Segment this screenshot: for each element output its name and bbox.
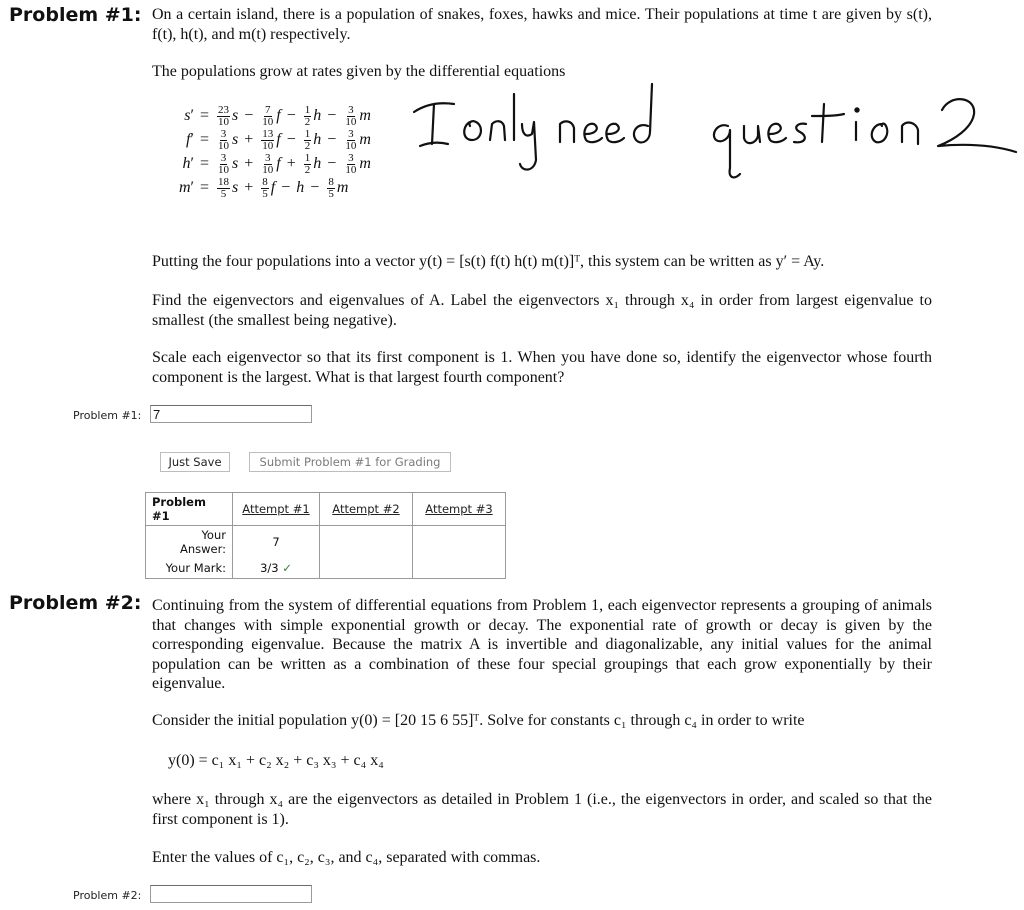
attempt-1-mark-value: 3/3 <box>260 561 279 575</box>
equation-h: h′ = $\frac{3}{10}$ s + $\frac{3}{10}$ f + $\frac{1}{2}$ h − $\frac{3}{10}$ m <box>182 151 371 176</box>
attempt-1-answer: 7 <box>233 526 320 559</box>
problem-1-answer-label: Problem #1: <box>73 409 142 422</box>
table-header-row <box>146 493 506 526</box>
handwritten-note-drawing <box>410 82 1022 192</box>
problem-2-intro: Continuing from the system of differential equations from Problem 1, each eigenvector represents a grouping of animals that changes with simple exponential growth or decay. The exponential rate of growth or decay is given by the corresponding eigenvalue. Because the matrix A is invertible and diagonalizable, any initial values for the animal population can be written as a combination of these four special groupings that each grow exponentially by their eigenvalue. <box>152 597 932 692</box>
problem-2-answer-label: Problem #2: <box>73 889 142 902</box>
equation-f: f′ = $\frac{3}{10}$ s + $\frac{13}{10}$ f − $\frac{1}{2}$ h − $\frac{3}{10}$ m <box>186 127 371 152</box>
attempts-table <box>145 492 506 579</box>
handwritten-note-text <box>0 0 1 1</box>
problem-2-heading: Problem #2: <box>9 592 142 614</box>
equation-s-source <box>160 200 161 201</box>
problem-1-intro: On a certain island, there is a population of snakes, foxes, hawks and mice. Their populations at time t are given by s(t), f(t), h(t), and m(t) respectively. <box>152 6 932 43</box>
attempt-1-link[interactable]: Attempt #1 <box>233 493 320 526</box>
equation-f-source <box>160 200 161 201</box>
attempt-2-link[interactable]: Attempt #2 <box>320 493 413 526</box>
problem-1-vector-text: Putting the four populations into a vector y(t) = [s(t) f(t) h(t) m(t)]ᵀ, this system can be written as y′ = Ay. <box>152 253 825 270</box>
problem-1-scale-text: Scale each eigenvector so that its first component is 1. When you have done so, identify the eigenvector whose fourth component is the largest. What is that largest fourth component? <box>152 349 932 386</box>
problem-2-enter-text: Enter the values of c₁, c₂, c₃, and c₄, separated with commas. <box>152 849 541 866</box>
problem-1-heading: Problem #1: <box>9 4 142 26</box>
problem-2-where-text: where x₁ through x₄ are the eigenvectors as detailed in Problem 1 (i.e., the eigenvectors in order, and scaled so that the first component is 1). <box>152 791 932 828</box>
problem-1-answer-input[interactable] <box>150 405 312 423</box>
problem-2-initial-text: Consider the initial population y(0) = [20 15 6 55]ᵀ. Solve for constants c₁ through c₄ in order to write <box>152 712 805 729</box>
differential-equations <box>160 104 371 200</box>
attempt-2-cell <box>320 526 413 579</box>
problem-1-grow-text: The populations grow at rates given by the differential equations <box>152 63 566 80</box>
equation-h-source <box>160 200 161 201</box>
just-save-button[interactable]: Just Save <box>160 452 230 472</box>
attempt-1-mark <box>233 558 320 579</box>
your-answer-label: Your Answer: <box>146 526 233 559</box>
equation-m: m′ = $\frac{18}{5}$ s + $\frac{8}{5}$ f − h − $\frac{8}{5}$ m <box>178 175 349 200</box>
problem-2-combination: y(0) = c₁ x₁ + c₂ x₂ + c₃ x₃ + c₄ x₄ <box>168 752 384 769</box>
problem-2-answer-input[interactable] <box>150 885 312 903</box>
equation-m-source <box>160 200 161 201</box>
your-mark-label: Your Mark: <box>146 558 233 579</box>
table-header-problem: Problem #1 <box>146 493 233 526</box>
submit-problem-1-button[interactable]: Submit Problem #1 for Grading <box>249 452 451 472</box>
attempt-3-link[interactable]: Attempt #3 <box>413 493 506 526</box>
table-row <box>146 526 506 559</box>
problem-1-find-text: Find the eigenvectors and eigenvalues of A. Label the eigenvectors x₁ through x₄ in order from largest eigenvalue to smallest (the smallest being negative). <box>152 292 932 329</box>
check-icon: ✓ <box>282 561 292 575</box>
equation-s: s′ = $\frac{23}{10}$ s − $\frac{7}{10}$ f − $\frac{1}{2}$ h − $\frac{3}{10}$ m <box>184 103 371 128</box>
attempt-3-cell <box>413 526 506 579</box>
